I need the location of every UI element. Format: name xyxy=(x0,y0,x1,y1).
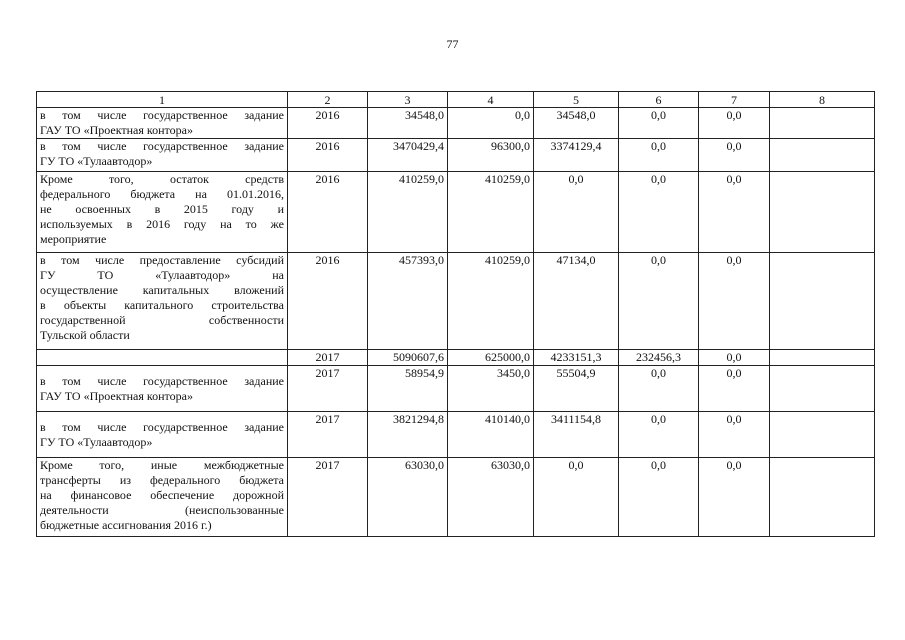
description-line: мероприятие xyxy=(40,232,107,246)
description-line: не освоенных в 2015 году и xyxy=(40,202,284,216)
value-cell-other: 0,0 xyxy=(699,350,770,366)
row-description xyxy=(37,139,288,172)
value-cell-federal: 410259,0 xyxy=(448,172,534,253)
header-cell: 4 xyxy=(448,92,534,108)
value-cell-total: 457393,0 xyxy=(368,253,448,350)
description-line: деятельности (неиспользованные xyxy=(40,503,284,517)
year-cell: 2016 xyxy=(288,139,368,172)
value-cell-other: 0,0 xyxy=(699,172,770,253)
note-cell xyxy=(770,366,875,412)
value-cell-other: 0,0 xyxy=(699,366,770,412)
value-cell-local: 0,0 xyxy=(619,412,699,458)
value-cell-regional: 0,0 xyxy=(534,172,619,253)
description-line: ГУ ТО «Тулаавтодор» xyxy=(40,154,153,168)
value-cell-regional: 3411154,8 xyxy=(534,412,619,458)
value-cell-regional: 0,0 xyxy=(534,458,619,537)
value-cell-regional: 55504,9 xyxy=(534,366,619,412)
value-cell-other: 0,0 xyxy=(699,412,770,458)
description-line: в том числе государственное задание xyxy=(40,139,284,153)
page-number: 77 xyxy=(446,37,459,51)
description-line: бюджетные ассигнования 2016 г.) xyxy=(40,518,212,532)
table-row xyxy=(37,253,875,350)
year-cell: 2017 xyxy=(288,366,368,412)
description-line xyxy=(40,350,284,365)
note-cell xyxy=(770,139,875,172)
year-cell: 2017 xyxy=(288,412,368,458)
value-cell-other: 0,0 xyxy=(699,458,770,537)
table-row xyxy=(37,458,875,537)
description-line: ГАУ ТО «Проектная контора» xyxy=(40,123,193,137)
value-cell-other: 0,0 xyxy=(699,253,770,350)
table-row xyxy=(37,108,875,139)
header-cell: 5 xyxy=(534,92,619,108)
table-row xyxy=(37,172,875,253)
row-description xyxy=(37,253,288,350)
value-cell-federal: 96300,0 xyxy=(448,139,534,172)
value-cell-federal: 0,0 xyxy=(448,108,534,139)
value-cell-local: 0,0 xyxy=(619,172,699,253)
description-line: трансферты из федерального бюджета xyxy=(40,473,284,487)
value-cell-local: 0,0 xyxy=(619,253,699,350)
value-cell-total: 63030,0 xyxy=(368,458,448,537)
value-cell-total: 5090607,6 xyxy=(368,350,448,366)
value-cell-federal: 410140,0 xyxy=(448,412,534,458)
note-cell xyxy=(770,458,875,537)
year-cell: 2016 xyxy=(288,172,368,253)
value-cell-other: 0,0 xyxy=(699,108,770,139)
header-cell: 3 xyxy=(368,92,448,108)
description-line: ГУ ТО «Тулаавтодор» xyxy=(40,434,153,449)
header-cell: 8 xyxy=(770,92,875,108)
value-cell-federal: 3450,0 xyxy=(448,366,534,412)
value-cell-federal: 410259,0 xyxy=(448,253,534,350)
table-header-row xyxy=(37,92,875,108)
value-cell-other: 0,0 xyxy=(699,139,770,172)
value-cell-total: 410259,0 xyxy=(368,172,448,253)
value-cell-total: 34548,0 xyxy=(368,108,448,139)
row-description xyxy=(37,366,288,412)
value-cell-federal: 63030,0 xyxy=(448,458,534,537)
row-description xyxy=(37,412,288,458)
value-cell-total: 58954,9 xyxy=(368,366,448,412)
description-line: в объекты капитального строительства xyxy=(40,298,284,312)
budget-table xyxy=(36,91,875,537)
row-description xyxy=(37,350,288,366)
value-cell-local: 0,0 xyxy=(619,458,699,537)
year-cell: 2017 xyxy=(288,350,368,366)
table-row xyxy=(37,366,875,412)
description-line: осуществление капитальных вложений xyxy=(40,283,284,297)
description-line: Кроме того, остаток средств xyxy=(40,172,284,186)
note-cell xyxy=(770,412,875,458)
table-row xyxy=(37,412,875,458)
description-line: Тульской области xyxy=(40,328,130,342)
table-row xyxy=(37,139,875,172)
description-line: ГАУ ТО «Проектная контора» xyxy=(40,388,193,403)
value-cell-regional: 3374129,4 xyxy=(534,139,619,172)
description-line: используемых в 2016 году на то же xyxy=(40,217,284,231)
description-line: в том числе государственное задание xyxy=(40,373,284,388)
row-description xyxy=(37,108,288,139)
description-line: федерального бюджета на 01.01.2016, xyxy=(40,187,284,201)
note-cell xyxy=(770,253,875,350)
table-row xyxy=(37,350,875,366)
note-cell xyxy=(770,350,875,366)
value-cell-federal: 625000,0 xyxy=(448,350,534,366)
year-cell: 2016 xyxy=(288,253,368,350)
description-line: в том числе государственное задание xyxy=(40,419,284,434)
header-cell: 7 xyxy=(699,92,770,108)
note-cell xyxy=(770,172,875,253)
value-cell-local: 232456,3 xyxy=(619,350,699,366)
description-line: в том числе предоставление субсидий xyxy=(40,253,284,267)
description-line: Кроме того, иные межбюджетные xyxy=(40,458,284,472)
description-line: в том числе государственное задание xyxy=(40,108,284,122)
description-line: ГУ ТО «Тулаавтодор» на xyxy=(40,268,284,282)
value-cell-local: 0,0 xyxy=(619,108,699,139)
description-line: государственной собственности xyxy=(40,313,284,327)
value-cell-local: 0,0 xyxy=(619,139,699,172)
value-cell-total: 3821294,8 xyxy=(368,412,448,458)
header-cell: 1 xyxy=(37,92,288,108)
note-cell xyxy=(770,108,875,139)
value-cell-regional: 4233151,3 xyxy=(534,350,619,366)
row-description xyxy=(37,172,288,253)
header-cell: 6 xyxy=(619,92,699,108)
value-cell-regional: 47134,0 xyxy=(534,253,619,350)
year-cell: 2016 xyxy=(288,108,368,139)
description-line: на финансовое обеспечение дорожной xyxy=(40,488,284,502)
value-cell-local: 0,0 xyxy=(619,366,699,412)
value-cell-total: 3470429,4 xyxy=(368,139,448,172)
header-cell: 2 xyxy=(288,92,368,108)
row-description xyxy=(37,458,288,537)
year-cell: 2017 xyxy=(288,458,368,537)
value-cell-regional: 34548,0 xyxy=(534,108,619,139)
